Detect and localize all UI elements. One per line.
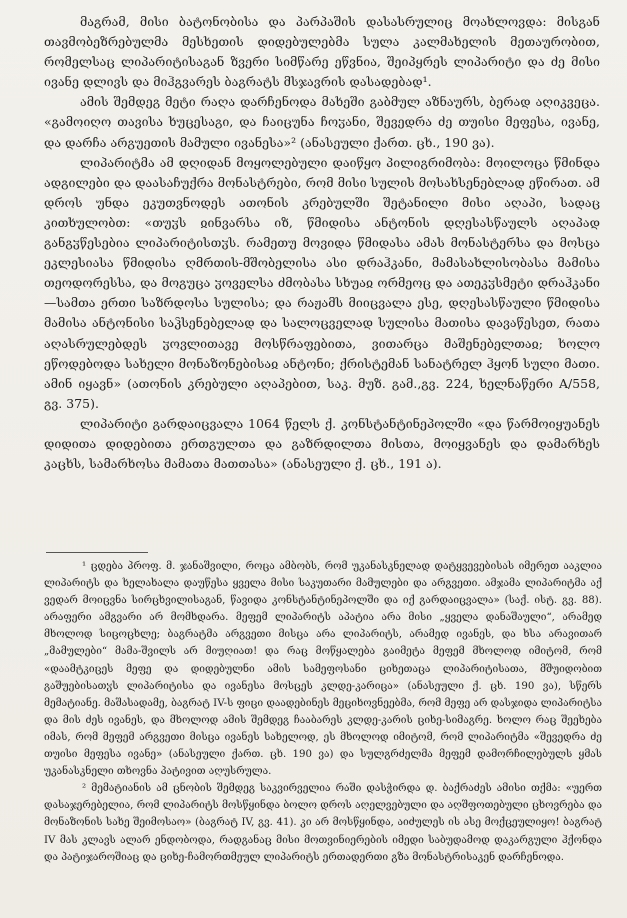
main-text xyxy=(44,12,600,474)
footnote-divider xyxy=(46,552,148,553)
paragraph-4: ლიპარიტი გარდაიცვალა 1064 წელს ქ. კონსტანტინეპოლში «და წარმოიყუანეს დიდითა დიდებითა ერთგულთა და გაზრდილთა მისთა, მოიყვანეს და დამარხეს კაცხს, სამარხოსა მამათა მათთასა» (ანასეული ქ. ცხ., 191 ა). xyxy=(44,415,600,472)
footnote-1: ¹ ცდება პროფ. მ. ჯანაშვილი, როცა ამბობს, რომ უკანასკნელად დატყვევებისას იმერეთ ააკლია ლიპარიტს და ხელახალა დაუწესა ყველა მისი საკუთარი მამულები და არგვეთი. ამჯამა ლიპარიტმა აქ ვედარ მოიცვნა სირცხვილისაგან, წავიდა კონსტანტინეპოლში და იქ გარდაიცვალა» (საქ. ისტ. გვ. 88). არაფერი ამგვარი არ მომხდარა. მეფემ ლიპარიტს აპატია არა მისი „ყველა დანაშაული“, არამედ მხოლოდ სიცოცხლე; ბაგრატმა არგვეთი მისცა არა ლიპარიტს, არამედ ივანეს, და ხსა არავითარ „მამულები“ მამა-შვილს არ მიუღიათ! და რაც მოწყალება გაიმეტა მეფემ მხოლოდ იმიტომ, რომ «დაამტკიცეს მეფე და დიდებულნი ამის სამეფოსანი ციხეთაცა ლიპარიტისათა, მშუიდობით გაშუებისათჳს ლიპარიტისა და ივანესა მოსცეს კლდე-კარიცა» (ანასეული ქ. ცხ. 190 ვა), სწერს მემატიანე. მაშასადამე, ბაგრატ IV-ს ფიცი დაადებინეს მეციხოვნეებმა, რომ მეფე არ დასჯიდა ლიპარიტსა და მის ძეს ივანეს, და მხოლოდ ამის შემდეგ ჩააბარეს კლდე-კარის ციხე-სიმაგრე. ხოლო რაც შეეხება იმას, რომ მეფემ არგვეთი მისცა ივანეს სახელოდ, ეს მხოლოდ იმიტომ, რომ ლიპარიტმა «შევედრა ძე თუისი მეფესა ივანე» (ანასეული ქართ. ცხ. 190 ვა) და სულგრძელმა მეფემ დამორჩილებულს ყმას უკანასკნელი თხოვნა პატივით აღუსრულა. xyxy=(44,561,602,778)
paragraph-2: ამის შემდეგ მეტი რაღა დარჩენოდა მახეში გაბმულ აზნაურს, ბერად აღიკვეცა. «გამოიღო თავისა ხუცესაგი, და ჩაიცუნა ჩოჳანი, შევედრა ძე თუისი მეფესა, ივანე, და დარჩა არგუეთის მამული ივანესა»² (ანასეული ქართ. ცხ., 190 ვა). xyxy=(44,94,600,150)
footnote-2: ² მემატიანის ამ ცნობის შემდეგ საკვირველია რაში დასჭირდა დ. ბაქრაძეს ამისი თქმა: «უერთ დასაჯერებელია, რომ ლიპარიტს მოსწყინდა ბოლო დროს აღელვებული და აღშფოთებული ცხოვრება და მონაზონის სახე შეიმოსაო» (ბაგრატ IV, გვ. 41). კი არ მოსწყინდა, აიძულეს ის ასე მოქცეულიყო! ბაგრატ IV მას კლავს ალარ ენდობოდა, რადგანაც მისი მოთვინიერების იმედი საბუდამოდ დაკარგული ჰქონდა და პატიჯაროშიაც და ციხე-ჩამორთმეულ ლიპარიტს ერთადერთი გზა მონასტრისაკენ დარჩენოდა. xyxy=(44,783,602,863)
paragraph-3: ლიპარიტმა ამ დღიდან მოყოლებული დაიწყო პილიგრიმობა: მოილოცა წმინდა ადგილები და დაასაჩუქრა მონასტრები, რომ მისი სულის მოსახსენებლად ეწირათ. ამ დროს უნდა ეკუთვნოდეს ათონის კრებულში შეტანილი მისი აღაპი, სადაც კითხულობთ: «თუჳს ჲინვარსა იზ, წმიდისა ანტონის დღესასწაულს აღაპად განგჳწესებია ლიპარიტისთჳს. რამეთუ მოვიდა წმიდასა ამას მონასტერსა და მოსცა ეკლესიასა წმიდისა ღმრთის-მშობელისა ასი დრაჰკანი, მამასახლისობასა მამისა თეოდორესსა, და მოგუცა ჳოველსა ძმობასა სხუაჲ ორმეოც და ათეკჳსმეტი დრაჰკანი—სამთა ერთი საზრდოსა სულისა; და რაჟამს მიიცვალა ესე, დღესასწაული წმიდისა მამისა ანტონისი საჴსენებელად და სალოცველად სულისა მათისა დავაწესეთ, რათა აღასრულებდეს ჳოვლითავე მოსწრაფებითა, ვითარცა მაშენებელთაჲ; ხოლო ეწოდებოდა სახელი მონაზონებისაჲ ანტონი; ქრისტემან სანატრელ ჰყონ სული მათი. ამინ იყავნ» (ათონის კრებული აღაპებით, საკ. მუზ. გამ.,გვ. 224, ხელნაწერი A/558, გვ. 375). xyxy=(44,154,600,411)
footnotes-section xyxy=(44,552,602,866)
paragraph-1: მაგრამ, მისი ბატონობისა და პარპაშის დასასრულიც მოახლოვდა: მისგან თავმობეზრებულმა მესხეთის დიდებულებმა სულა კალმახელის მეთაურობით, რომელსაც ლიპარიტისაგან ზვერი სიმწარე ეწვნია, შეიპყრეს ლიპარიტი და ძე მისი ივანე დლივს და მიჰგვარეს ბაგრატს მსჯავრის დასადებად¹. xyxy=(44,14,600,90)
